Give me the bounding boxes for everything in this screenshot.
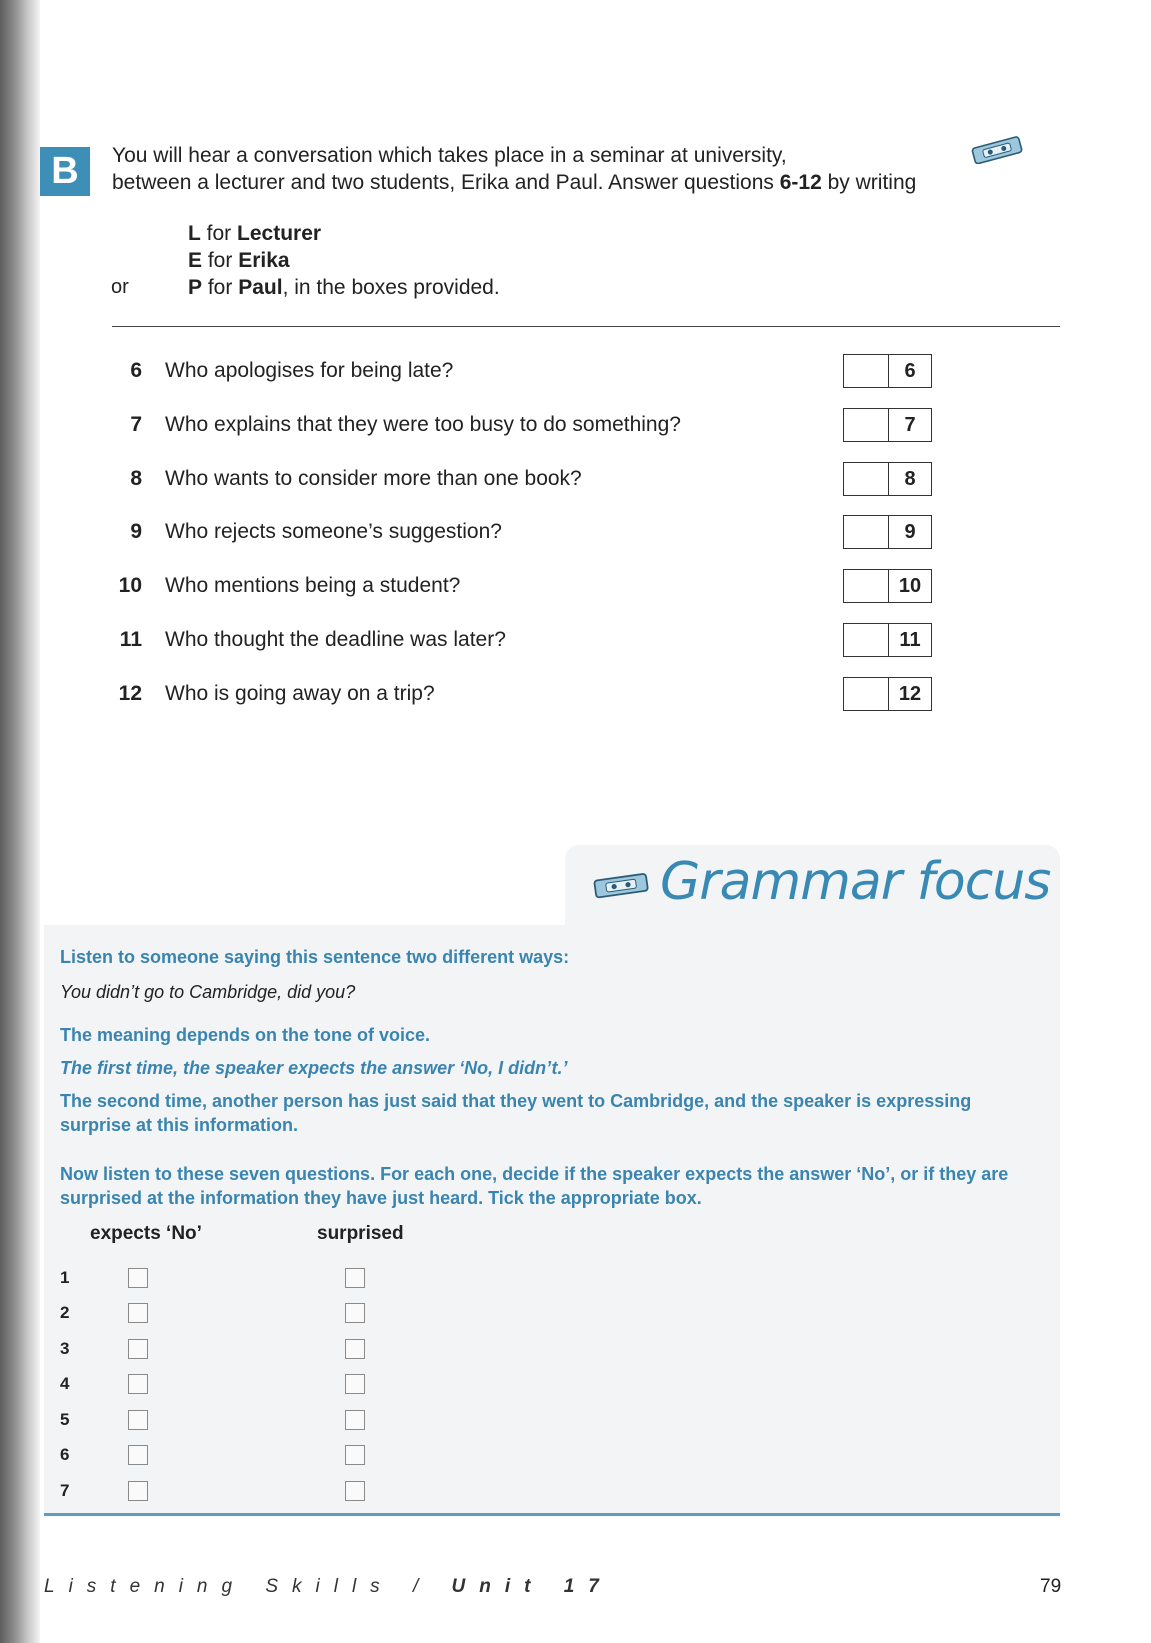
tick-row-2: 2 (60, 1303, 420, 1327)
checkbox-expects-no-2[interactable] (128, 1303, 148, 1323)
tick-row-6: 6 (60, 1445, 420, 1469)
checkbox-surprised-1[interactable] (345, 1268, 365, 1288)
section-badge: B (40, 147, 90, 196)
question-11: 11 Who thought the deadline was later? (119, 628, 506, 651)
answer-input-9[interactable] (844, 516, 889, 548)
section-intro (112, 142, 972, 196)
cassette-icon (970, 136, 1026, 164)
answer-input-11[interactable] (844, 624, 889, 656)
cassette-icon (592, 870, 652, 900)
answer-box-7[interactable]: 7 (843, 408, 932, 442)
grammar-second-time-text: The second time, another person has just said that they went to Cambridge, and the speaker is expressing surprise at this information. (60, 1091, 972, 1135)
answer-input-12[interactable] (844, 678, 889, 710)
intro-line-2: between a lecturer and two students, Erika and Paul. Answer questions 6-12 by writing (112, 171, 917, 194)
answer-box-12[interactable]: 12 (843, 677, 932, 711)
intro-line-1: You will hear a conversation which takes place in a seminar at university, (112, 144, 787, 167)
option-erika: E for Erika (188, 249, 290, 272)
grammar-meaning-text: The meaning depends on the tone of voice. (60, 1025, 431, 1045)
or-label: or (111, 276, 129, 298)
answer-box-11[interactable]: 11 (843, 623, 932, 657)
checkbox-surprised-4[interactable] (345, 1374, 365, 1394)
divider (112, 326, 1060, 327)
answer-input-6[interactable] (844, 355, 889, 387)
book-spine-shadow (0, 0, 40, 1643)
answer-box-6[interactable]: 6 (843, 354, 932, 388)
running-footer: Listening Skills / Unit 17 (44, 1576, 613, 1597)
answer-input-10[interactable] (844, 570, 889, 602)
checkbox-surprised-2[interactable] (345, 1303, 365, 1323)
grammar-example-sentence: You didn’t go to Cambridge, did you? (60, 982, 356, 1002)
question-8: 8 Who wants to consider more than one book? (130, 467, 582, 490)
page-number: 79 (1040, 1576, 1062, 1597)
tick-row-4: 4 (60, 1374, 420, 1398)
question-6: 6 Who apologises for being late? (130, 359, 454, 382)
question-7: 7 Who explains that they were too busy to do something? (130, 413, 681, 436)
checkbox-expects-no-5[interactable] (128, 1410, 148, 1430)
grammar-listen-text: Listen to someone saying this sentence two different ways: (60, 947, 570, 967)
answer-box-10[interactable]: 10 (843, 569, 932, 603)
checkbox-expects-no-3[interactable] (128, 1339, 148, 1359)
question-10: 10 Who mentions being a student? (118, 574, 461, 597)
tick-row-1: 1 (60, 1268, 420, 1292)
grammar-focus-title: Grammar focus (660, 852, 1051, 912)
checkbox-surprised-6[interactable] (345, 1445, 365, 1465)
tick-row-3: 3 (60, 1339, 420, 1363)
checkbox-surprised-7[interactable] (345, 1481, 365, 1501)
column-header-surprised: surprised (317, 1223, 404, 1244)
option-paul: P for Paul, in the boxes provided. (188, 276, 500, 299)
checkbox-expects-no-4[interactable] (128, 1374, 148, 1394)
column-header-expects-no: expects ‘No’ (90, 1223, 202, 1244)
option-lecturer: L for Lecturer (188, 222, 322, 245)
question-12: 12 Who is going away on a trip? (118, 682, 435, 705)
answer-box-9[interactable]: 9 (843, 515, 932, 549)
tick-row-7: 7 (60, 1481, 420, 1505)
checkbox-expects-no-1[interactable] (128, 1268, 148, 1288)
grammar-first-time-text: The first time, the speaker expects the answer ‘No, I didn’t.’ (60, 1058, 568, 1078)
checkbox-expects-no-7[interactable] (128, 1481, 148, 1501)
answer-box-8[interactable]: 8 (843, 462, 932, 496)
checkbox-surprised-5[interactable] (345, 1410, 365, 1430)
question-9: 9 Who rejects someone’s suggestion? (130, 520, 502, 543)
checkbox-surprised-3[interactable] (345, 1339, 365, 1359)
checkbox-expects-no-6[interactable] (128, 1445, 148, 1465)
answer-input-8[interactable] (844, 463, 889, 495)
answer-input-7[interactable] (844, 409, 889, 441)
grammar-instruction-text: Now listen to these seven questions. For each one, decide if the speaker expects the answer ‘No’, or if they are surprised at the information they have just heard. Tick the appropriate box. (60, 1164, 1009, 1208)
tick-row-5: 5 (60, 1410, 420, 1434)
